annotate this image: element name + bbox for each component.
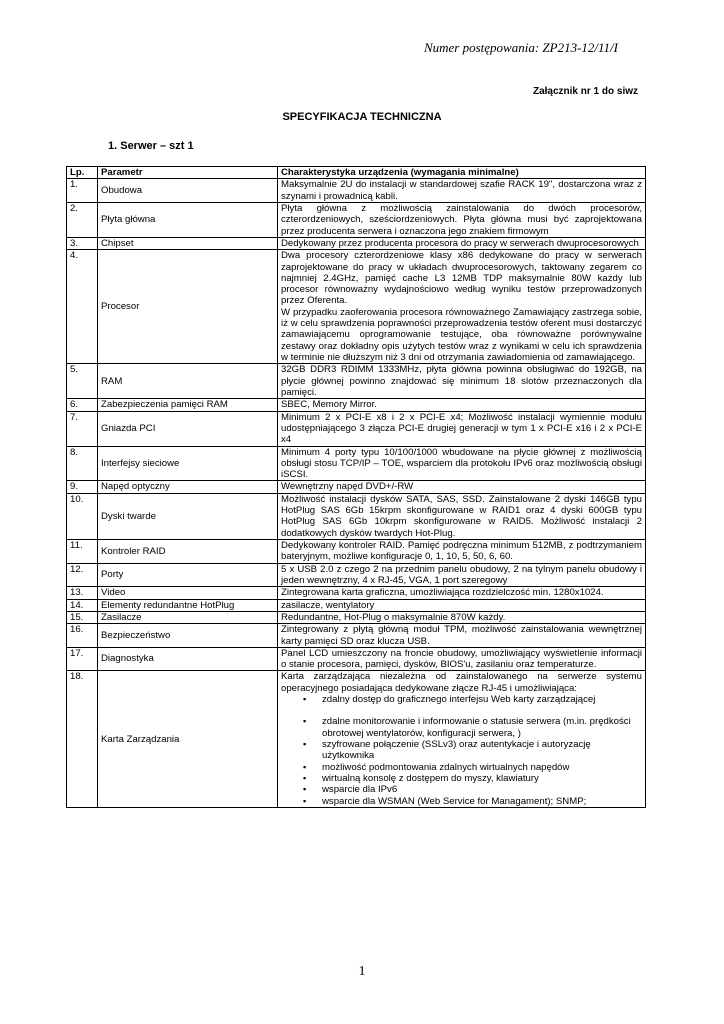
table-row [67, 611, 646, 623]
row-description [278, 671, 646, 807]
row-number: 1. [67, 179, 98, 203]
table-row [67, 647, 646, 671]
row-parameter: Gniazda PCI [98, 411, 278, 446]
row-description: Redundantne, Hot-Plug o maksymalnie 870W każdy. [278, 611, 646, 623]
row-number: 11. [67, 540, 98, 564]
row-parameter: Zabezpieczenia pamięci RAM [98, 399, 278, 411]
table-row [67, 671, 646, 807]
table-row [67, 364, 646, 399]
header-param: Parametr [98, 167, 278, 179]
table-row [67, 563, 646, 587]
row-description: Panel LCD umieszczony na froncie obudowy, umożliwiający wyświetlenie informacji o stanie procesora, pamięci, dysków, BIOS'u, zasilaniu oraz temperaturze. [278, 647, 646, 671]
table-row [67, 587, 646, 599]
row-description: zasilacze, wentylatory [278, 599, 646, 611]
row-description: 5 x USB 2.0 z czego 2 na przednim panelu obudowy, 2 na tylnym panelu obudowy i jeden wewnętrzny, 4 x RJ-45, VGA, 1 port szeregowy [278, 563, 646, 587]
list-item: ▪ szyfrowane połączenie (SSLv3) oraz autentykacje i autoryzację użytkownika [322, 739, 642, 762]
section-heading: 1. Serwer – szt 1 [108, 140, 194, 152]
row-description: Możliwość instalacji dysków SATA, SAS, SSD. Zainstalowane 2 dyski 146GB typu HotPlug SAS 6Gb 15krpm skonfigurowane w RAID1 oraz 4 dyski 600GB typu HotPlug SAS 6Gb 10krpm skonfigurowane w RAID5. Możliwość instalacji 2 dodatkowych dysków twardych Hot-Plug. [278, 493, 646, 539]
table-row [67, 411, 646, 446]
row-parameter: Napęd optyczny [98, 481, 278, 493]
row-number: 4. [67, 250, 98, 364]
row-number: 9. [67, 481, 98, 493]
row-number: 5. [67, 364, 98, 399]
table-row [67, 599, 646, 611]
row-description: Dedykowany przez producenta procesora do pracy w serwerach dwuprocesorowych [278, 237, 646, 249]
row-parameter: Interfejsy sieciowe [98, 446, 278, 481]
list-item: ▪ wsparcie dla WSMAN (Web Service for Managament); SNMP; [322, 796, 642, 807]
row-description: Wewnętrzny napęd DVD+/-RW [278, 481, 646, 493]
row-number: 3. [67, 237, 98, 249]
row-description: 32GB DDR3 RDIMM 1333MHz, płyta główna powinna obsługiwać do 192GB, na płycie głównej powinno znajdować się minimum 18 slotów przeznaczonych dla pamięci. [278, 364, 646, 399]
list-item: ▪ zdalne monitorowanie i informowanie o statusie serwera (m.in. prędkości obrotowej wentylatorów, konfiguracji serwera, ) [322, 716, 642, 739]
row-description: SBEC, Memory Mirror. [278, 399, 646, 411]
row-description: Minimum 2 x PCI-E x8 i 2 x PCI-E x4; Możliwość instalacji wymiennie modułu udostępniającego 3 złącza PCI-E drugiej generacji w tym 1 x PCI-E x16 i 2 x PCI-E x4 [278, 411, 646, 446]
table-row [67, 446, 646, 481]
table-row [67, 399, 646, 411]
row-number: 7. [67, 411, 98, 446]
row-parameter: Kontroler RAID [98, 540, 278, 564]
row-number: 10. [67, 493, 98, 539]
case-number: Numer postępowania: ZP213-12/11/I [423, 40, 618, 55]
table-header-row [67, 167, 646, 179]
header-desc: Charakterystyka urządzenia (wymagania minimalne) [278, 167, 646, 179]
page-number: 1 [358, 964, 366, 979]
row-number: 15. [67, 611, 98, 623]
row-number: 17. [67, 647, 98, 671]
row-parameter: Porty [98, 563, 278, 587]
table-row [67, 179, 646, 203]
row-number: 12. [67, 563, 98, 587]
list-item: ▪ zdalny dostęp do graficznego interfejsu Web karty zarządzającej [322, 694, 642, 705]
row-parameter: Zasilacze [98, 611, 278, 623]
row-number: 8. [67, 446, 98, 481]
spec-table [66, 166, 646, 808]
row-parameter: Elementy redundantne HotPlug [98, 599, 278, 611]
row-parameter: Obudowa [98, 179, 278, 203]
list-item: ▪ możliwość podmontowania zdalnych wirtualnych napędów [322, 762, 642, 773]
table-row [67, 493, 646, 539]
table-row [67, 250, 646, 364]
row-parameter: Diagnostyka [98, 647, 278, 671]
table-row [67, 481, 646, 493]
row-description: Minimum 4 porty typu 10/100/1000 wbudowane na płycie głównej z możliwością obsługi stosu TCP/IP – TOE, wsparciem dla protokołu IPv6 oraz możliwością obsługi iSCSI. [278, 446, 646, 481]
page-title: SPECYFIKACJA TECHNICZNA [282, 111, 442, 123]
annex-label: Załącznik nr 1 do siwz [532, 86, 638, 97]
row-number: 14. [67, 599, 98, 611]
row-parameter: Dyski twarde [98, 493, 278, 539]
row-parameter: Płyta główna [98, 202, 278, 237]
row-number: 2. [67, 202, 98, 237]
row-description: Zintegrowana karta graficzna, umożliwiająca rozdzielczość min. 1280x1024. [278, 587, 646, 599]
header-lp: Lp. [67, 167, 98, 179]
row-parameter: Karta Zarządzania [98, 671, 278, 807]
row-number: 6. [67, 399, 98, 411]
row-parameter: Procesor [98, 250, 278, 364]
row-description: Maksymalnie 2U do instalacji w standardowej szafie RACK 19", dostarczona wraz z szynami i prowadnicą kabli. [278, 179, 646, 203]
row-description: Dedykowany kontroler RAID. Pamięć podręczna minimum 512MB, z podtrzymaniem bateryjnym, możliwe konfiguracje 0, 1, 10, 5, 50, 6, 60. [278, 540, 646, 564]
row-number: 13. [67, 587, 98, 599]
row-parameter: Chipset [98, 237, 278, 249]
row-number: 16. [67, 624, 98, 648]
table-row [67, 624, 646, 648]
list-item: ▪ wirtualną konsolę z dostępem do myszy, klawiatury [322, 773, 642, 784]
table-row [67, 202, 646, 237]
list-spacer [322, 705, 642, 716]
management-feature-list [281, 694, 642, 807]
table-body [67, 179, 646, 808]
table-row [67, 237, 646, 249]
row-parameter: Bezpieczeństwo [98, 624, 278, 648]
row-number: 18. [67, 671, 98, 807]
row-description: Dwa procesory czterordzeniowe klasy x86 dedykowane do pracy w serwerach zaprojektowane do pracy w układach dwuprocesorowych, taktowany zegarem co najmniej 2.4GHz, pamięć cache L3 12MB TDP maksymalnie 80W każdy lub procesor równoważny wydajnościowo według wyniku testów przeprowadzonych przez Oferenta. W przypadku zaoferowania procesora równoważnego Zamawiający zastrzega sobie, iż w celu sprawdzenia poprawności przeprowadzenia testów oferent musi dostarczyć zamawiającemu oprogramowanie testujące, oba równoważne porównywalne zestawy oraz dokładny opis użytych testów wraz z wynikami w celu ich sprawdzenia w terminie nie dłuższym niż 3 dni od otrzymania zawiadomienia od zamawiającego. [278, 250, 646, 364]
row-description: Płyta główna z możliwością zainstalowania do dwóch procesorów, czterordzeniowych, sześciordzeniowych. Płyta główna musi być zaprojektowana przez producenta serwera i oznaczona jego znakiem firmowym [278, 202, 646, 237]
management-intro: Karta zarządzająca niezależna od zainstalowanego na serwerze systemu operacyjnego posiadająca dedykowane złącze RJ-45 i umożliwiająca: [281, 671, 642, 694]
row-description: Zintegrowany z płytą główną moduł TPM, możliwość zainstalowania wewnętrznej karty pamięci SD oraz klucza USB. [278, 624, 646, 648]
list-item: ▪ wsparcie dla IPv6 [322, 784, 642, 795]
row-parameter: RAM [98, 364, 278, 399]
row-parameter: Video [98, 587, 278, 599]
table-row [67, 540, 646, 564]
